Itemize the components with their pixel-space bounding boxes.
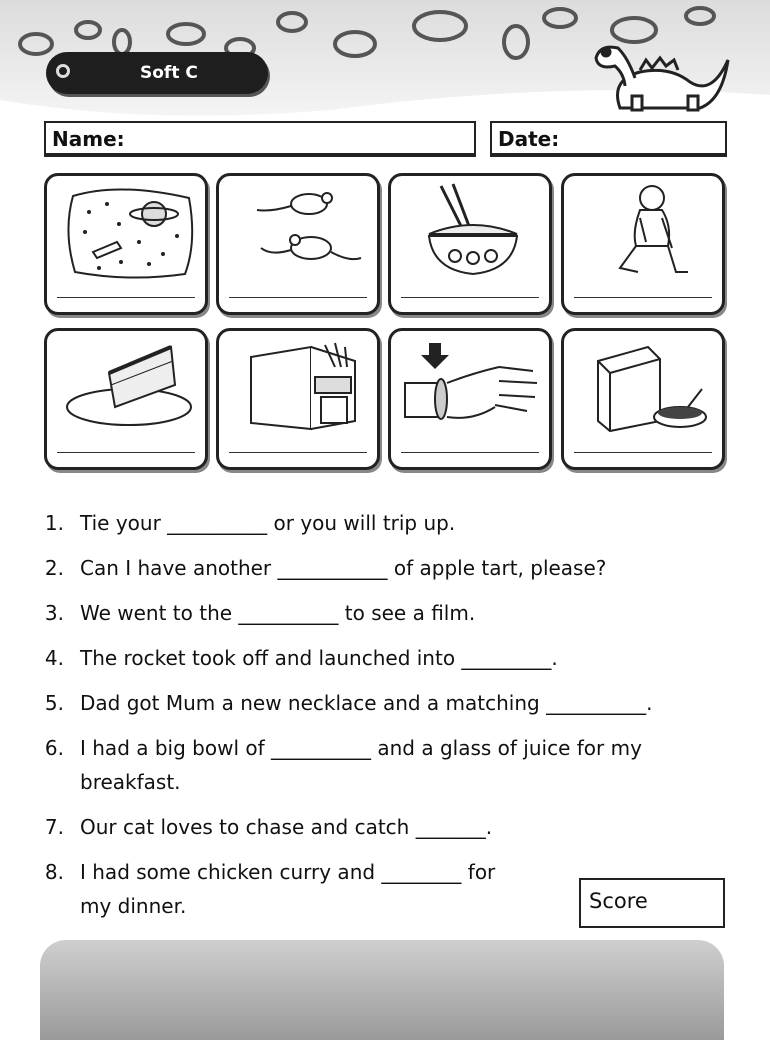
name-label: Name: [52,127,125,151]
answer-line[interactable] [574,452,712,453]
answer-line[interactable] [57,452,195,453]
picture-card-6 [216,328,380,470]
cake-slice-picture-icon [59,337,199,437]
answer-line[interactable] [401,297,539,298]
question-text: We went to the __________ to see a film. [80,601,476,625]
question-number: 8. [44,860,64,884]
picture-card-4 [561,173,725,315]
footer-panel [40,940,724,1040]
date-label: Date: [498,127,560,151]
question-text: Can I have another ___________ of apple tart, please? [80,556,607,580]
question-text: my dinner. [80,894,187,918]
boy-tying-laces-picture-icon [576,182,716,282]
question-text: The rocket took off and launched into _________. [80,646,558,670]
answer-line[interactable] [401,452,539,453]
answer-line[interactable] [229,297,367,298]
bullet-icon [56,64,70,78]
question-text: breakfast. [80,770,181,794]
picture-card-3 [388,173,552,315]
question-number: 3. [44,601,64,625]
picture-card-2 [216,173,380,315]
question-number: 4. [44,646,64,670]
name-field[interactable] [44,121,476,157]
bracelet-on-hand-picture-icon [403,337,543,437]
question-text: Dad got Mum a new necklace and a matching __________. [80,691,653,715]
picture-card-5 [44,328,208,470]
answer-line[interactable] [574,297,712,298]
cinema-picture-icon [231,337,371,437]
question-number: 7. [44,815,64,839]
date-field[interactable] [490,121,727,157]
mice-picture-icon [231,182,371,282]
picture-card-8 [561,328,725,470]
score-box[interactable] [579,878,725,928]
rice-picture-icon [403,182,543,282]
answer-line[interactable] [57,297,195,298]
picture-card-7 [388,328,552,470]
question-text: I had a big bowl of __________ and a glass of juice for my [80,736,642,760]
question-text: I had some chicken curry and ________ for [80,860,496,884]
question-text: Tie your __________ or you will trip up. [80,511,456,535]
question-text: Our cat loves to chase and catch _______. [80,815,493,839]
score-label: Score [589,889,648,913]
space-picture-icon [59,182,199,282]
worksheet-title: Soft C [140,63,198,83]
answer-line[interactable] [229,452,367,453]
question-number: 6. [44,736,64,760]
question-number: 5. [44,691,64,715]
worksheet-title-pill [46,52,268,94]
question-number: 1. [44,511,64,535]
cereal-picture-icon [576,337,716,437]
question-number: 2. [44,556,64,580]
picture-card-1 [44,173,208,315]
